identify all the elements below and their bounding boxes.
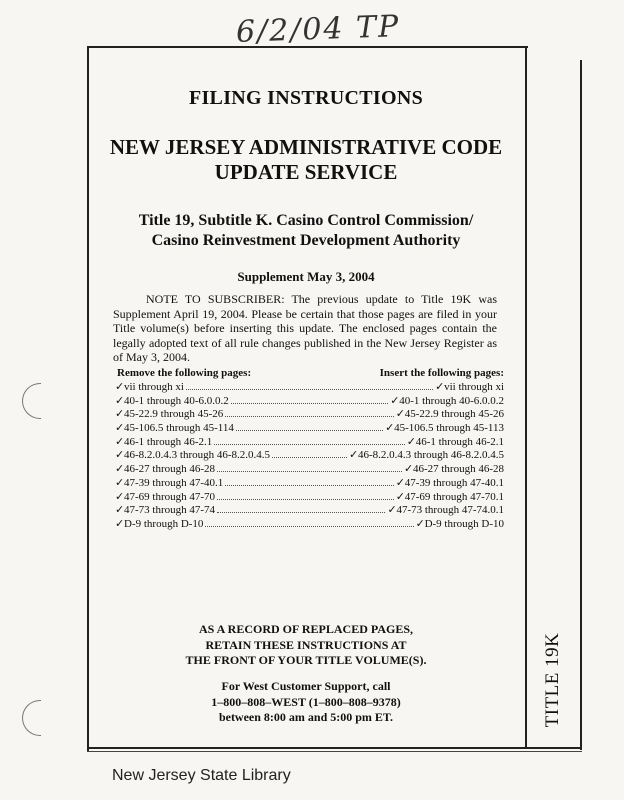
- remove-pages-cell: 45-22.9 through 45-26: [124, 408, 224, 421]
- dot-leader: [205, 517, 413, 527]
- check-mark-icon: ✓: [115, 408, 125, 421]
- table-row: [115, 394, 504, 408]
- insert-pages-cell: 46-1 through 46-2.1: [415, 435, 504, 448]
- customer-support-info: [90, 679, 522, 726]
- check-mark-icon: ✓: [395, 408, 405, 421]
- remove-pages-cell: 47-69 through 47-70: [124, 490, 216, 503]
- subtitle-heading: [90, 211, 522, 251]
- check-mark-icon: ✓: [115, 490, 125, 503]
- check-mark-icon: ✓: [415, 517, 425, 530]
- dot-leader: [236, 421, 383, 431]
- remove-pages-cell: 46-27 through 46-28: [124, 463, 216, 476]
- check-mark-icon: ✓: [395, 476, 405, 489]
- remove-pages-cell: 45-106.5 through 45-114: [124, 422, 234, 435]
- tab-edge-line: [580, 60, 582, 750]
- record-line: THE FRONT OF YOUR TITLE VOLUME(S).: [185, 653, 427, 667]
- subtitle-line: Casino Reinvestment Development Authority: [151, 232, 461, 249]
- check-mark-icon: ✓: [115, 463, 125, 476]
- check-mark-icon: ✓: [115, 381, 125, 393]
- dot-leader: [217, 503, 385, 513]
- check-mark-icon: ✓: [403, 463, 414, 476]
- table-row: [115, 407, 504, 421]
- check-mark-icon: ✓: [115, 394, 125, 407]
- table-row: [115, 476, 504, 490]
- table-row: [115, 435, 504, 449]
- insert-pages-cell: 40-1 through 40-6.0.0.2: [399, 394, 504, 407]
- page-table-header: [117, 367, 504, 379]
- dot-leader: [186, 380, 433, 390]
- code-title-line: NEW JERSEY ADMINISTRATIVE CODE: [109, 135, 503, 159]
- subtitle-line: Title 19, Subtitle K. Casino Control Commission/: [138, 212, 474, 229]
- insert-pages-cell: 47-69 through 47-70.1: [404, 490, 504, 503]
- title-tab-label: TITLE 19K: [542, 632, 563, 728]
- table-row: [115, 490, 504, 504]
- check-mark-icon: ✓: [348, 449, 359, 462]
- check-mark-icon: ✓: [387, 504, 397, 517]
- dot-leader: [272, 448, 347, 458]
- code-title-heading: [90, 135, 522, 185]
- support-phone: 1–800–808–WEST (1–800–808–9378): [211, 694, 401, 709]
- dot-leader: [217, 462, 402, 472]
- remove-pages-cell: D-9 through D-10: [124, 517, 204, 530]
- insert-pages-cell: 47-39 through 47-40.1: [404, 476, 504, 489]
- filing-instructions-heading: FILING INSTRUCTIONS: [188, 87, 424, 109]
- frame-bottom-rule-thin: [87, 751, 582, 752]
- check-mark-icon: ✓: [115, 422, 125, 435]
- insert-pages-cell: vii through xi: [444, 381, 504, 393]
- insert-pages-cell: 47-73 through 47-74.0.1: [396, 504, 504, 517]
- library-stamp: New Jersey State Library: [112, 767, 291, 784]
- check-mark-icon: ✓: [390, 394, 400, 407]
- punch-hole-mark: [22, 700, 41, 736]
- dot-leader: [214, 435, 404, 445]
- insert-pages-cell: D-9 through D-10: [424, 517, 504, 530]
- table-row: [115, 421, 504, 435]
- check-mark-icon: ✓: [395, 490, 405, 503]
- punch-hole-mark: [22, 383, 41, 419]
- remove-pages-cell: 47-39 through 47-40.1: [124, 476, 224, 489]
- remove-pages-cell: vii through xi: [124, 381, 184, 393]
- check-mark-icon: ✓: [406, 435, 416, 448]
- remove-pages-cell: 46-8.2.0.4.3 through 46-8.2.0.4.5: [124, 449, 271, 462]
- page-replacement-table: [115, 380, 504, 531]
- check-mark-icon: ✓: [435, 381, 445, 393]
- remove-pages-cell: 46-1 through 46-2.1: [124, 435, 213, 448]
- record-retention-notice: [90, 622, 522, 669]
- code-title-line: UPDATE SERVICE: [214, 160, 398, 184]
- table-row: [115, 448, 504, 462]
- frame-bottom-rule: [87, 747, 582, 749]
- insert-column-header: Insert the following pages:: [379, 367, 504, 379]
- remove-pages-cell: 47-73 through 47-74: [124, 504, 216, 517]
- subscriber-note: NOTE TO SUBSCRIBER: The previous update to Title 19K was Supplement April 19, 2004. Please be certain that those pages are filed in your Title volume(s) before inserting this update. The enclosed pages contain the legally adopted text of all rule changes published in the New Jersey Register as of May 3, 2004.: [113, 292, 497, 365]
- insert-pages-cell: 45-22.9 through 45-26: [404, 408, 504, 421]
- supplement-date: Supplement May 3, 2004: [237, 269, 375, 284]
- table-row: [115, 380, 504, 394]
- check-mark-icon: ✓: [115, 476, 125, 489]
- dot-leader: [231, 394, 388, 404]
- remove-column-header: Remove the following pages:: [117, 367, 252, 379]
- check-mark-icon: ✓: [115, 435, 125, 448]
- tab-divider-line: [525, 46, 527, 749]
- record-line: RETAIN THESE INSTRUCTIONS AT: [205, 637, 407, 652]
- remove-pages-cell: 40-1 through 40-6.0.0.2: [124, 394, 229, 407]
- check-mark-icon: ✓: [115, 449, 125, 462]
- support-hours: between 8:00 am and 5:00 pm ET.: [218, 710, 394, 724]
- check-mark-icon: ✓: [115, 517, 125, 530]
- insert-pages-cell: 46-8.2.0.4.3 through 46-8.2.0.4.5: [357, 449, 504, 462]
- support-line: For West Customer Support, call: [221, 679, 391, 693]
- dot-leader: [225, 407, 393, 417]
- insert-pages-cell: 45-106.5 through 45-113: [394, 422, 504, 435]
- table-row: [115, 462, 504, 476]
- dot-leader: [217, 490, 394, 500]
- table-row: [115, 517, 504, 531]
- dot-leader: [225, 476, 393, 486]
- table-row: [115, 503, 504, 517]
- insert-pages-cell: 46-27 through 46-28: [412, 463, 504, 476]
- check-mark-icon: ✓: [385, 422, 395, 435]
- check-mark-icon: ✓: [115, 504, 125, 517]
- record-line: AS A RECORD OF REPLACED PAGES,: [198, 622, 414, 636]
- handwritten-date-note: 6/2/04 TP: [235, 9, 401, 50]
